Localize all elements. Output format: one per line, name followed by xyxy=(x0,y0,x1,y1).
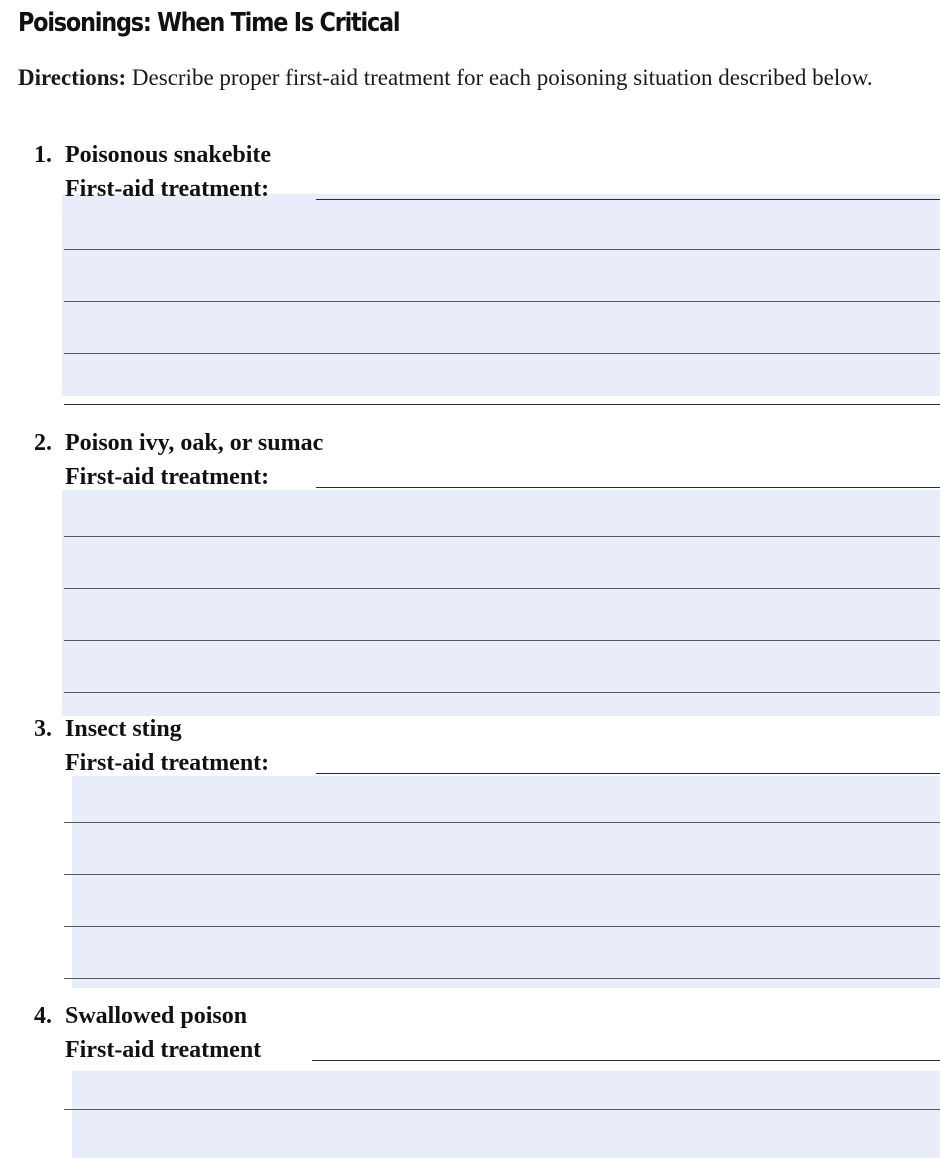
question-heading xyxy=(34,430,323,457)
answer-line xyxy=(64,926,940,927)
directions-text: Describe proper first-aid treatment for each poisoning situation described below. xyxy=(126,65,873,90)
answer-line xyxy=(316,773,940,774)
first-aid-label: First-aid treatment: xyxy=(65,176,270,202)
question-heading xyxy=(34,716,182,743)
answer-line xyxy=(64,249,940,250)
question-heading xyxy=(34,142,271,169)
answer-line xyxy=(64,822,940,823)
answer-line xyxy=(316,487,940,488)
answer-line xyxy=(64,978,940,979)
answer-field-3[interactable] xyxy=(72,776,940,988)
answer-line xyxy=(312,1060,940,1061)
question-4 xyxy=(0,1003,940,1158)
first-aid-label: First-aid treatment xyxy=(65,1037,262,1063)
question-title: Swallowed poison xyxy=(65,1003,248,1029)
question-number: 2. xyxy=(34,430,52,456)
question-heading xyxy=(34,1003,247,1030)
answer-field-4[interactable] xyxy=(72,1071,940,1158)
first-aid-label: First-aid treatment: xyxy=(65,750,270,776)
directions-label: Directions: xyxy=(18,65,127,90)
question-3 xyxy=(0,716,940,996)
answer-line xyxy=(64,536,940,537)
answer-field-1[interactable] xyxy=(62,194,940,396)
question-number: 4. xyxy=(34,1003,52,1029)
answer-line xyxy=(64,874,940,875)
question-number: 3. xyxy=(34,716,52,742)
directions xyxy=(18,62,918,93)
answer-line xyxy=(64,692,940,693)
answer-field-2[interactable] xyxy=(62,490,940,716)
answer-line xyxy=(64,353,940,354)
question-2 xyxy=(0,430,940,720)
question-title: Insect sting xyxy=(65,716,182,742)
page-title: Poisonings: When Time Is Critical xyxy=(18,8,400,38)
answer-line xyxy=(64,404,940,405)
first-aid-label: First-aid treatment: xyxy=(65,464,270,490)
question-title: Poison ivy, oak, or sumac xyxy=(65,430,324,456)
question-number: 1. xyxy=(34,142,52,168)
answer-line xyxy=(64,1109,940,1110)
question-title: Poisonous snakebite xyxy=(65,142,272,168)
question-1 xyxy=(0,142,940,412)
answer-line xyxy=(316,199,940,200)
answer-line xyxy=(64,588,940,589)
answer-line xyxy=(64,301,940,302)
answer-line xyxy=(64,640,940,641)
